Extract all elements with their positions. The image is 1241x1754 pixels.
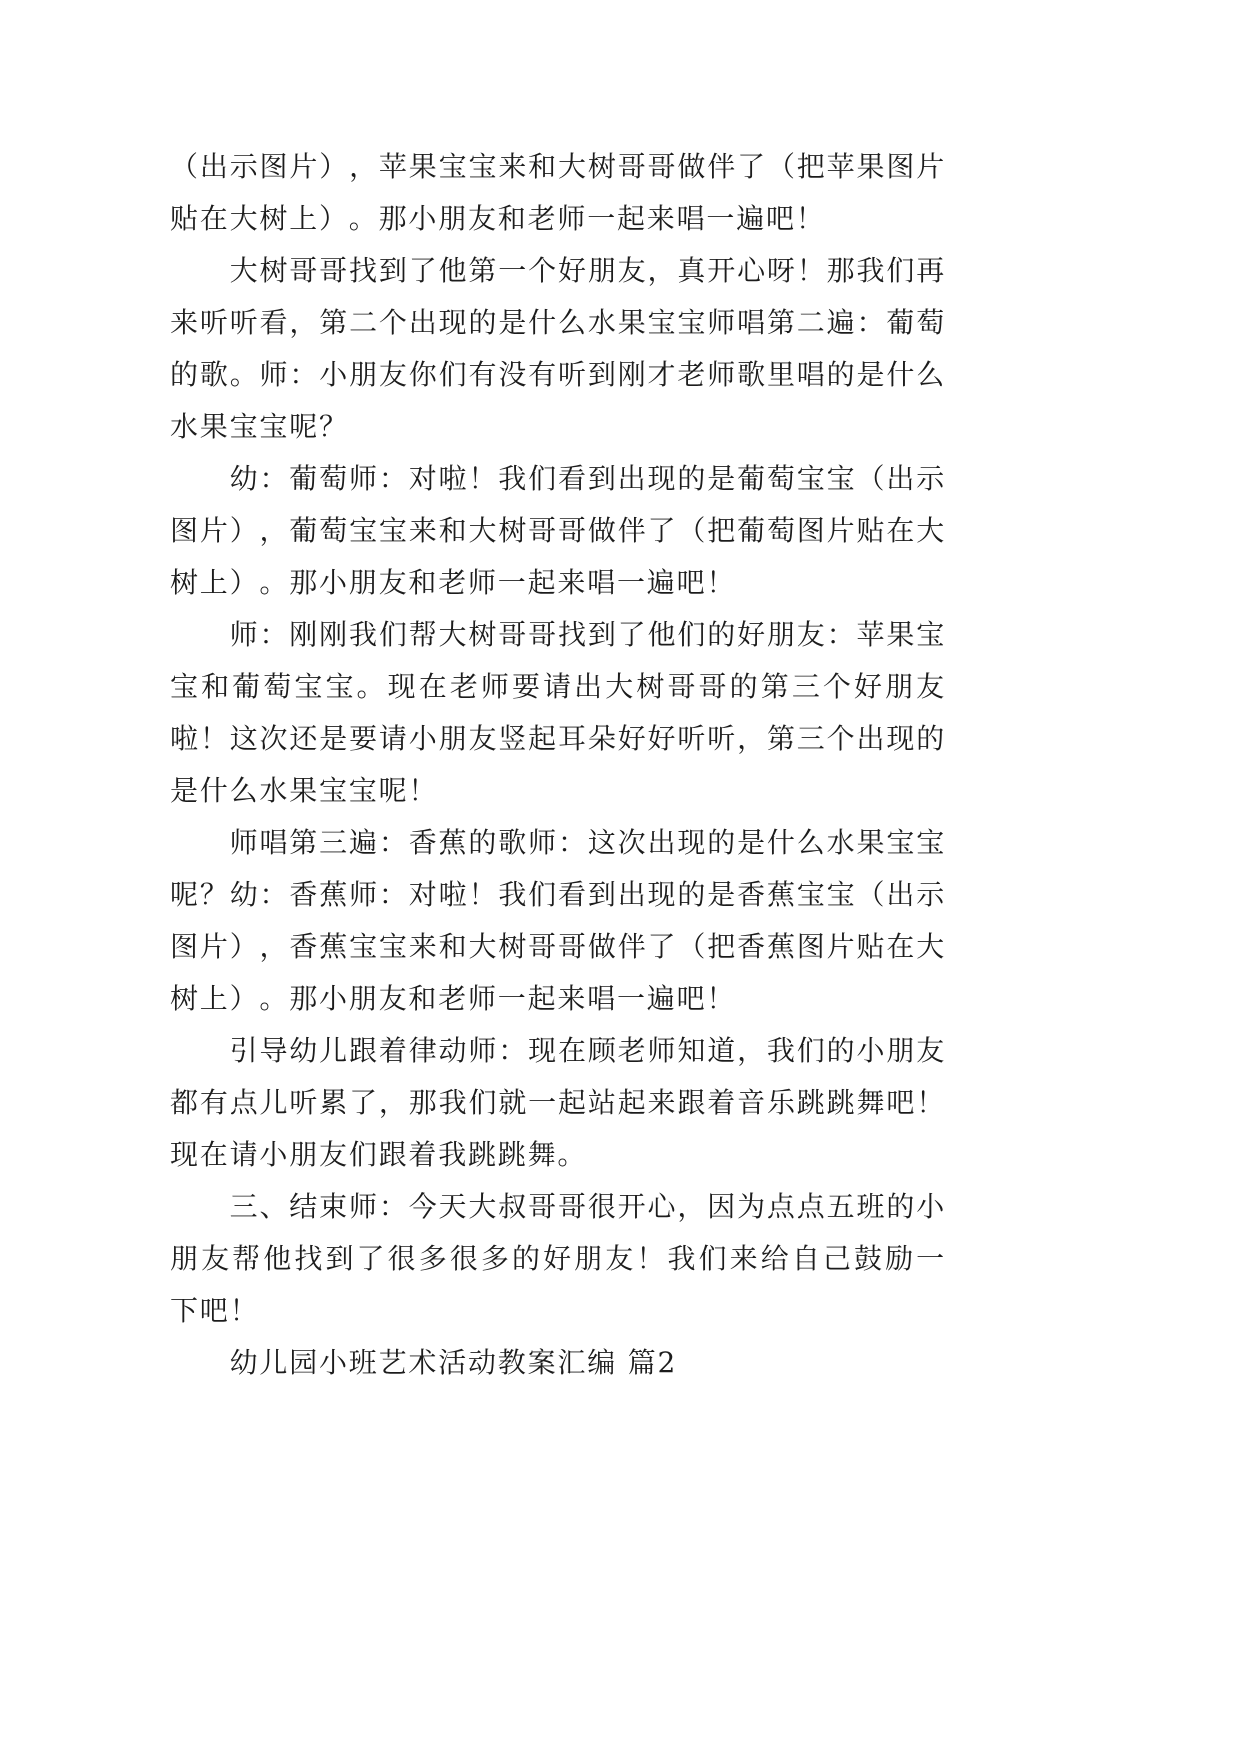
text-line: 水果宝宝呢？ bbox=[170, 410, 349, 443]
text-line: 宝和葡萄宝宝。现在老师要请出大树哥哥的第三个好朋友 bbox=[170, 670, 946, 703]
paragraph bbox=[170, 817, 946, 1025]
text-line: 贴在大树上）。那小朋友和老师一起来唱一遍吧！ bbox=[170, 202, 826, 235]
section-heading bbox=[170, 1337, 946, 1389]
paragraph bbox=[170, 453, 946, 609]
text-line: 的歌。师：小朋友你们有没有听到刚才老师歌里唱的是什么 bbox=[170, 358, 946, 391]
paragraph bbox=[170, 1025, 946, 1181]
paragraph bbox=[170, 609, 946, 817]
text-line: 树上）。那小朋友和老师一起来唱一遍吧！ bbox=[170, 566, 737, 599]
text-line: 是什么水果宝宝呢！ bbox=[170, 774, 439, 807]
text-line: 啦！这次还是要请小朋友竖起耳朵好好听听，第三个出现的 bbox=[170, 722, 946, 755]
text-line: 现在请小朋友们跟着我跳跳舞。 bbox=[170, 1138, 588, 1171]
text-line: 师唱第三遍：香蕉的歌师：这次出现的是什么水果宝宝 bbox=[229, 826, 946, 859]
text-line: 树上）。那小朋友和老师一起来唱一遍吧！ bbox=[170, 982, 737, 1015]
text-line: 都有点儿听累了，那我们就一起站起来跟着音乐跳跳舞吧！ bbox=[170, 1086, 946, 1119]
text-line: 图片），香蕉宝宝来和大树哥哥做伴了（把香蕉图片贴在大 bbox=[170, 930, 946, 963]
text-line: 下吧！ bbox=[170, 1294, 260, 1327]
paragraph bbox=[170, 245, 946, 453]
text-line: 呢？幼：香蕉师：对啦！我们看到出现的是香蕉宝宝（出示 bbox=[170, 878, 946, 911]
section-title: 幼儿园小班艺术活动教案汇编 篇2 bbox=[229, 1346, 678, 1379]
text-line: （出示图片），苹果宝宝来和大树哥哥做伴了（把苹果图片 bbox=[170, 150, 946, 183]
document-body bbox=[170, 141, 946, 1389]
text-line: 来听听看，第二个出现的是什么水果宝宝师唱第二遍：葡萄 bbox=[170, 306, 946, 339]
text-line: 三、结束师：今天大叔哥哥很开心，因为点点五班的小 bbox=[229, 1190, 946, 1223]
text-line: 图片），葡萄宝宝来和大树哥哥做伴了（把葡萄图片贴在大 bbox=[170, 514, 946, 547]
text-line: 朋友帮他找到了很多很多的好朋友！我们来给自己鼓励一 bbox=[170, 1242, 946, 1275]
text-line: 师：刚刚我们帮大树哥哥找到了他们的好朋友：苹果宝 bbox=[229, 618, 946, 651]
text-line: 引导幼儿跟着律动师：现在顾老师知道，我们的小朋友 bbox=[229, 1034, 946, 1067]
text-line: 幼：葡萄师：对啦！我们看到出现的是葡萄宝宝（出示 bbox=[229, 462, 946, 495]
paragraph bbox=[170, 141, 946, 245]
text-line: 大树哥哥找到了他第一个好朋友，真开心呀！那我们再 bbox=[229, 254, 946, 287]
paragraph bbox=[170, 1181, 946, 1337]
